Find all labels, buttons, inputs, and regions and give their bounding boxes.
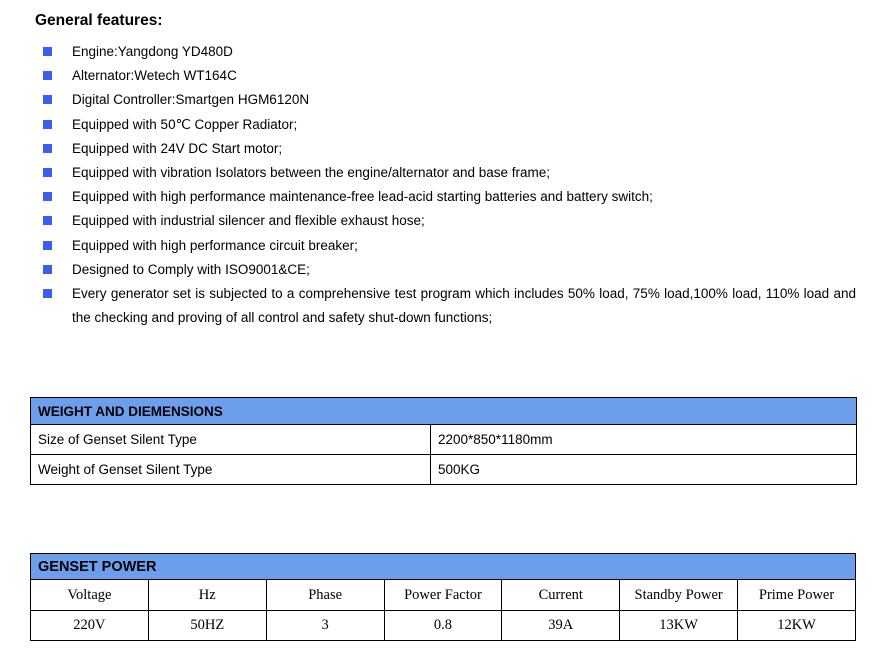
square-bullet-icon (43, 71, 52, 80)
column-header-current: Current (502, 580, 620, 611)
list-item-text: Engine:Yangdong YD480D (72, 44, 233, 59)
table-title: WEIGHT AND DIEMENSIONS (31, 398, 857, 425)
table-row (31, 425, 857, 455)
table-data-row (31, 611, 856, 641)
list-item (35, 282, 856, 330)
list-item-text: Equipped with 50℃ Copper Radiator; (72, 116, 298, 132)
table-row (31, 455, 857, 485)
list-item (35, 234, 856, 258)
list-item (35, 40, 856, 64)
square-bullet-icon (43, 144, 52, 153)
general-features-section (35, 12, 856, 330)
column-header-prime-power: Prime Power (738, 580, 856, 611)
square-bullet-icon (43, 120, 52, 129)
list-item (35, 258, 856, 282)
list-item (35, 209, 856, 233)
list-item-text: Digital Controller:Smartgen HGM6120N (72, 92, 310, 108)
list-item (35, 137, 856, 161)
list-item (35, 161, 856, 185)
row-label: Weight of Genset Silent Type (31, 455, 431, 485)
table-title-row (31, 398, 857, 425)
cell-hz: 50HZ (148, 611, 266, 641)
list-item-text: Equipped with 24V DC Start motor; (72, 140, 283, 156)
column-header-power-factor: Power Factor (384, 580, 502, 611)
column-header-hz: Hz (148, 580, 266, 611)
column-header-phase: Phase (266, 580, 384, 611)
square-bullet-icon (43, 95, 52, 104)
list-item (35, 64, 856, 88)
cell-phase: 3 (266, 611, 384, 641)
cell-prime-power: 12KW (738, 611, 856, 641)
page-title: General features: (35, 12, 163, 29)
table-title: GENSET POWER (31, 554, 856, 580)
table-title-row (31, 554, 856, 580)
square-bullet-icon (43, 47, 52, 56)
square-bullet-icon (43, 216, 52, 225)
list-item-text: Equipped with high performance circuit breaker; (72, 237, 358, 253)
column-header-standby-power: Standby Power (620, 580, 738, 611)
table-header-row (31, 580, 856, 611)
square-bullet-icon (43, 241, 52, 250)
row-label: Size of Genset Silent Type (31, 425, 431, 455)
list-item-text: Equipped with industrial silencer and flexible exhaust hose; (72, 213, 425, 229)
list-item-text: Every generator set is subjected to a comprehensive test program which includes 50% load, 75% load,100% load, 110% load and the checking and proving of all control and safety shut-down functions; (72, 286, 856, 326)
weight-and-dimensions-table (30, 397, 857, 485)
cell-standby-power: 13KW (620, 611, 738, 641)
list-item (35, 185, 856, 209)
square-bullet-icon (43, 289, 52, 298)
list-item-text: Equipped with high performance maintenance-free lead-acid starting batteries and battery switch; (72, 189, 653, 205)
column-header-voltage: Voltage (31, 580, 149, 611)
list-item-text: Equipped with vibration Isolators between the engine/alternator and base frame; (72, 165, 551, 181)
list-item (35, 113, 856, 137)
feature-list (35, 40, 856, 330)
list-item-text: Designed to Comply with ISO9001&CE; (72, 261, 310, 277)
square-bullet-icon (43, 192, 52, 201)
cell-current: 39A (502, 611, 620, 641)
list-item (35, 88, 856, 112)
cell-voltage: 220V (31, 611, 149, 641)
square-bullet-icon (43, 265, 52, 274)
genset-power-table (30, 553, 856, 641)
row-value: 2200*850*1180mm (431, 425, 857, 455)
square-bullet-icon (43, 168, 52, 177)
list-item-text: Alternator:Wetech WT164C (72, 68, 237, 84)
cell-power-factor: 0.8 (384, 611, 502, 641)
row-value: 500KG (431, 455, 857, 485)
